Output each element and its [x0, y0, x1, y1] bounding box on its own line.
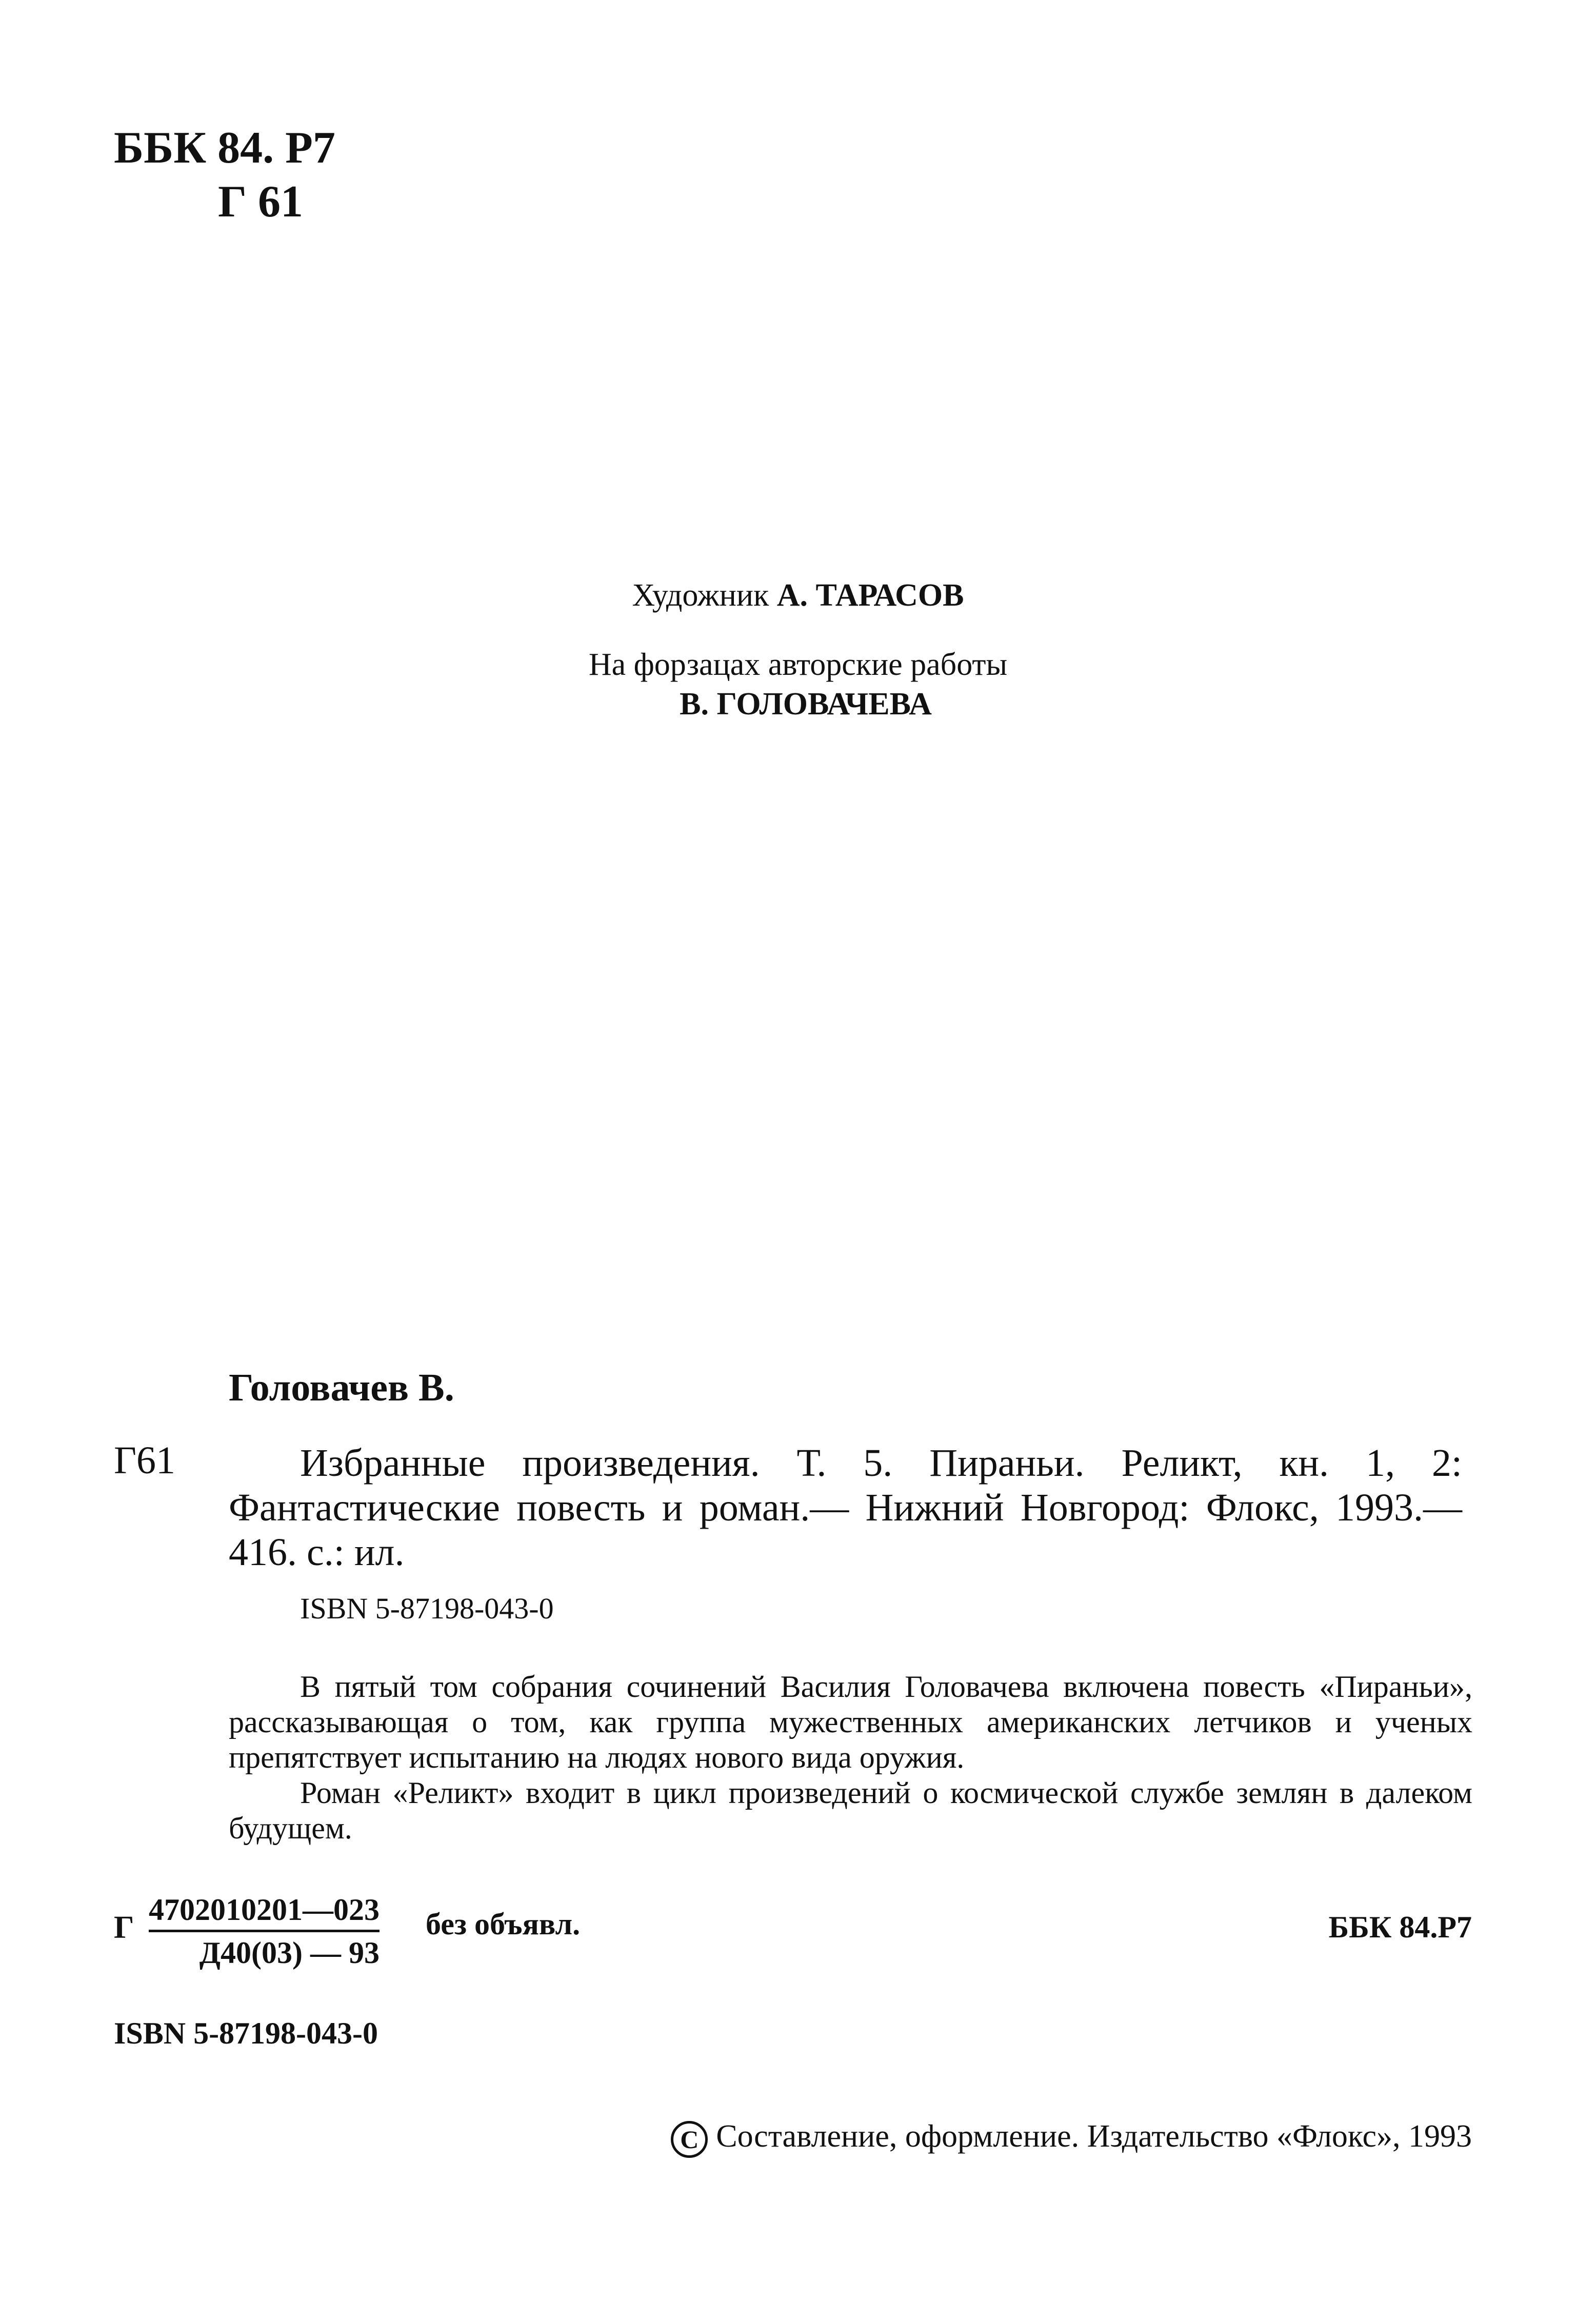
artist-name: А. ТАРАСОВ: [776, 578, 964, 613]
author-code-top: Г 61: [218, 177, 303, 227]
bbk-index-bottom: ББК 84.Р7: [1328, 1910, 1472, 1944]
catalog-author: Головачев В.: [229, 1366, 454, 1409]
annotation-paragraph: В пятый том собрания сочинений Василия Головачева включена повесть «Пираньи», рассказывающая о том, как группа мужественных американских летчиков и ученых препятствует испытанию на людях нового вида оружия.: [229, 1670, 1472, 1774]
fraction-numerator: 4702010201—023: [149, 1892, 380, 1932]
annotation-paragraph: Роман «Реликт» входит в цикл произведений о космической службе землян в далеком будущем.: [229, 1776, 1472, 1845]
fraction-denominator: Д40(03) — 93: [199, 1936, 380, 1970]
imprint-isbn: ISBN 5-87198-043-0: [114, 2016, 378, 2050]
catalog-isbn: ISBN 5-87198-043-0: [300, 1592, 554, 1625]
endpapers-label: На форзацах авторские работы: [588, 647, 1008, 682]
annotation: [229, 1669, 1472, 1846]
bibliographic-entry: Избранные произведения. Т. 5. Пираньи. Реликт, кн. 1, 2: Фантастические повесть и роман.— Нижний Новгород: Флокс, 1993.— 416. с.: ил.: [229, 1441, 1462, 1574]
endpapers-author: В. ГОЛОВАЧЕВА: [680, 687, 932, 722]
bbk-index-top: ББК 84. Р7: [114, 123, 335, 173]
imprint-letter: Г: [114, 1910, 134, 1945]
copyright-line: [671, 2120, 1472, 2158]
catalog-code: Г61: [114, 1439, 175, 1482]
artist-credit: [0, 579, 1596, 611]
artist-label: Художник: [632, 578, 769, 613]
copyright-icon: C: [671, 2121, 708, 2158]
imprint-fraction: [149, 1892, 380, 1971]
imprint-note: без объявл.: [426, 1907, 581, 1941]
copyright-text: Составление, оформление. Издательство «Флокс», 1993: [716, 2119, 1472, 2154]
